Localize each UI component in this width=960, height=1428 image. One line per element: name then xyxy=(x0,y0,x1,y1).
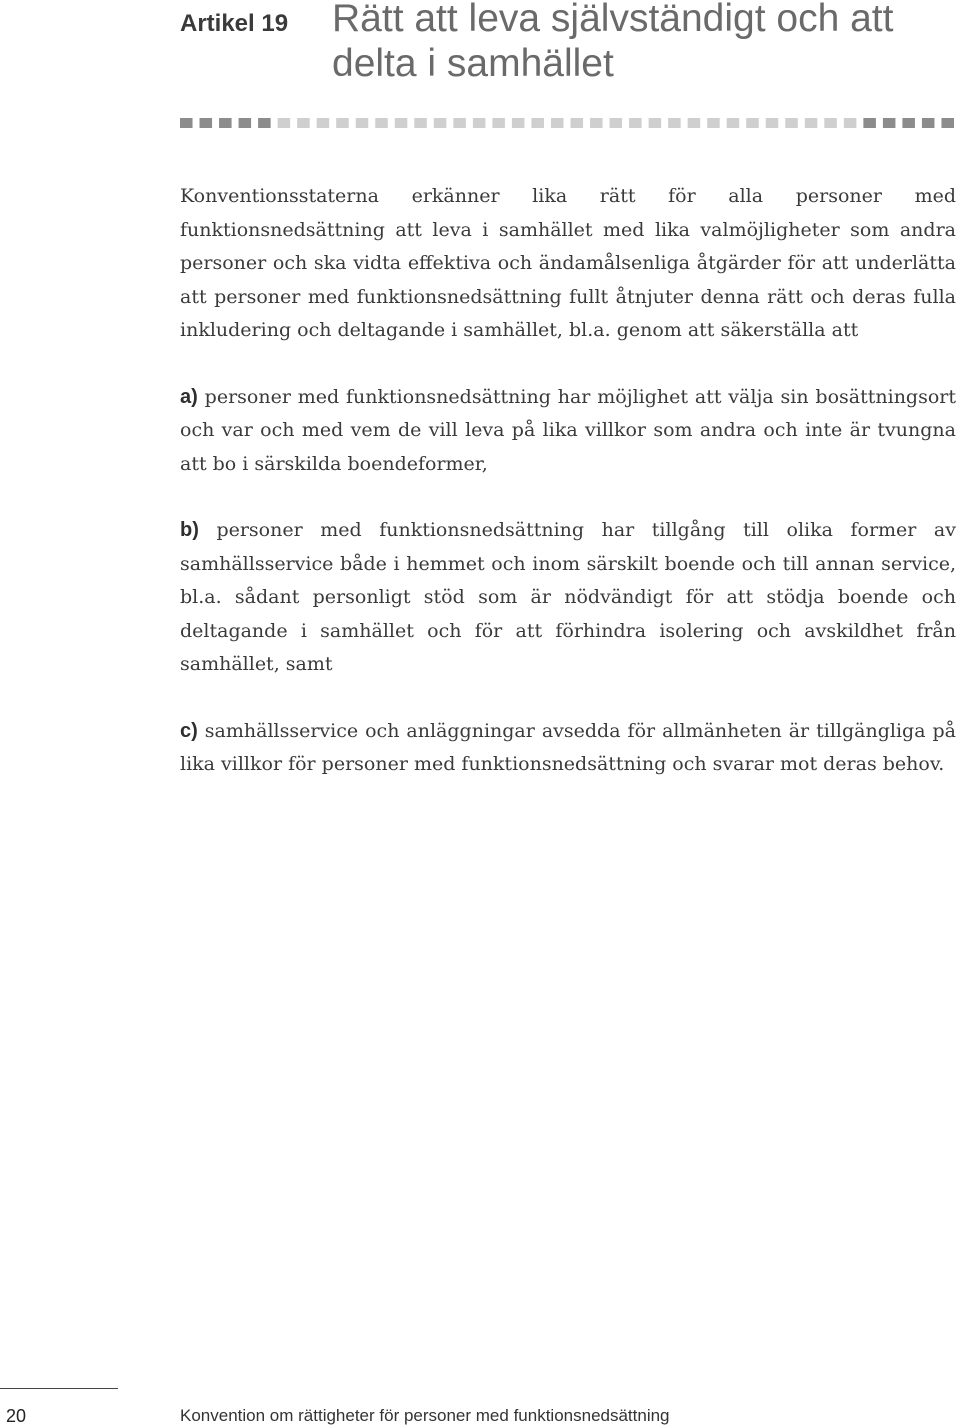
divider-segment xyxy=(473,118,486,128)
divider-segment xyxy=(492,118,505,128)
divider-segment xyxy=(239,118,252,128)
item-marker: b) xyxy=(180,519,199,541)
divider-segment xyxy=(219,118,232,128)
divider-segment xyxy=(414,118,427,128)
divider-segment xyxy=(805,118,818,128)
item-text: personer med funktionsnedsättning har tillgång till olika former av samhällsservice både i hemmet och inom särskilt boende och till annan service, bl.a. sådant personligt stöd som är nödvändigt för att stödja boende och deltagande i samhället och för att förhindra isolering och avskildhet från samhället, samt xyxy=(180,519,956,675)
divider-segment xyxy=(297,118,310,128)
divider-segment xyxy=(258,118,271,128)
divider-segment xyxy=(785,118,798,128)
divider-segment xyxy=(766,118,779,128)
divider-segment xyxy=(863,118,876,128)
divider-segment xyxy=(375,118,388,128)
divider-segment xyxy=(571,118,584,128)
article-label: Artikel 19 xyxy=(180,10,289,37)
footer-rule xyxy=(0,1388,118,1389)
divider-segment xyxy=(649,118,662,128)
intro-paragraph: Konventionsstaterna erkänner lika rätt för alla personer med funktionsnedsättning att leva i samhället med lika valmöjligheter som andra personer och ska vidta effektiva och ändamålsenliga åtgärder för att underlätta att personer med funktionsnedsättning fullt åtnjuter denna rätt och deras fulla inkludering och deltagande i samhället, bl.a. genom att säkerställa att xyxy=(180,185,956,341)
list-item-b xyxy=(180,514,956,682)
divider-segment xyxy=(180,118,193,128)
divider-segment xyxy=(551,118,564,128)
item-text: personer med funktionsnedsättning har möjlighet att välja sin bosättningsort och var och med vem de vill leva på lika villkor som andra och inte är tvungna att bo i särskilda boendeformer, xyxy=(180,385,957,475)
article-title: Rätt att leva självständigt och att delta i samhället xyxy=(332,0,894,85)
divider-segment xyxy=(512,118,525,128)
divider-segment xyxy=(629,118,642,128)
divider-segment xyxy=(200,118,213,128)
divider-segment xyxy=(434,118,447,128)
divider-segment xyxy=(688,118,701,128)
divider-segment xyxy=(395,118,408,128)
divider-segment xyxy=(356,118,369,128)
divider-segment xyxy=(590,118,603,128)
divider-segment xyxy=(668,118,681,128)
item-text: samhällsservice och anläggningar avsedda för allmänheten är tillgängliga på lika villkor för personer med funktionsnedsättning och svarar mot deras behov. xyxy=(180,719,957,775)
item-marker: c) xyxy=(180,719,198,742)
divider-segment xyxy=(844,118,857,128)
divider-segment xyxy=(531,118,544,128)
divider-segment xyxy=(453,118,466,128)
divider-segment xyxy=(902,118,915,128)
header-divider xyxy=(180,118,954,128)
divider-segment xyxy=(922,118,935,128)
divider-segment xyxy=(336,118,349,128)
article-body xyxy=(180,180,956,815)
divider-segment xyxy=(746,118,759,128)
divider-segment xyxy=(727,118,740,128)
divider-segment xyxy=(610,118,623,128)
page-number: 20 xyxy=(6,1406,27,1426)
divider-segment xyxy=(824,118,837,128)
list-item-c xyxy=(180,715,956,782)
footer-title: Konvention om rättigheter för personer med funktionsnedsättning xyxy=(180,1406,670,1425)
divider-segment xyxy=(317,118,330,128)
divider-segment xyxy=(883,118,896,128)
divider-segment xyxy=(941,118,954,128)
divider-segment xyxy=(278,118,291,128)
list-item-a xyxy=(180,381,956,482)
divider-segment xyxy=(707,118,720,128)
item-marker: a) xyxy=(180,385,198,408)
